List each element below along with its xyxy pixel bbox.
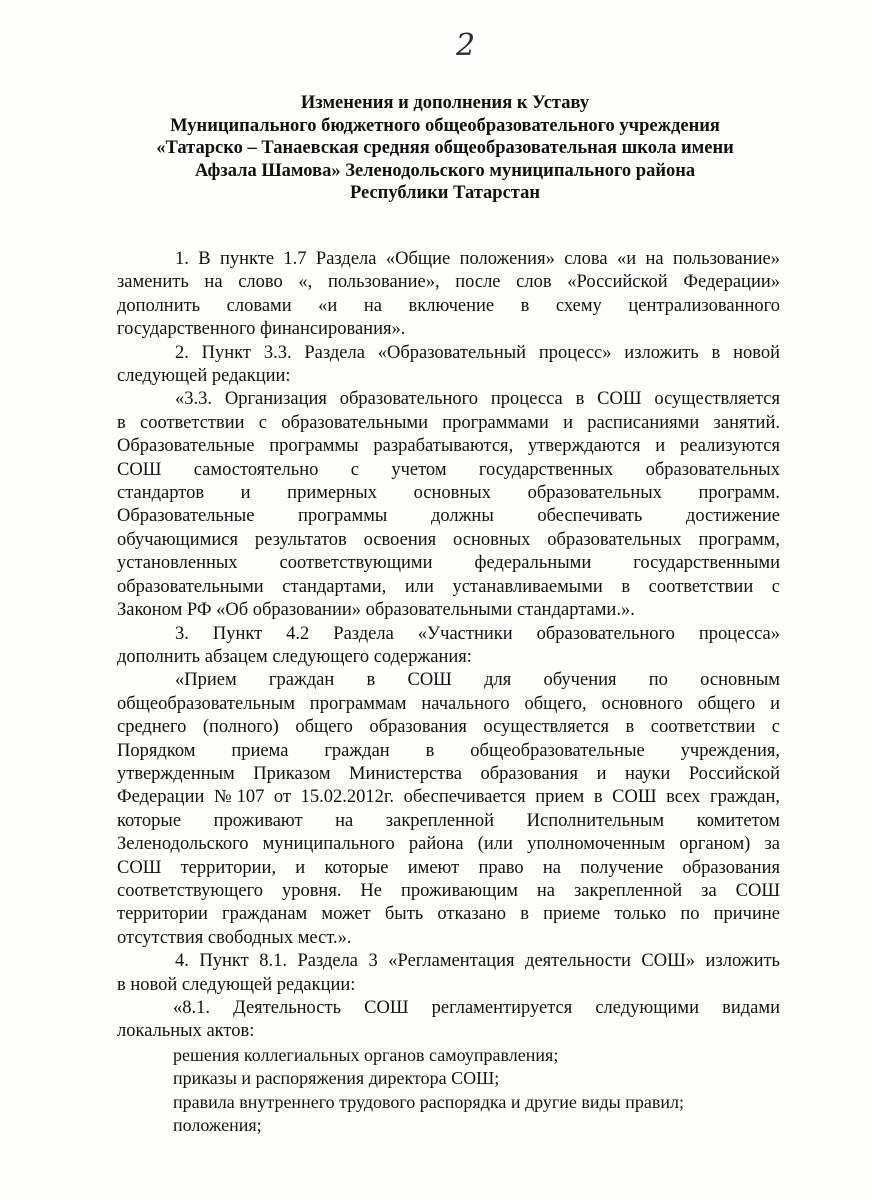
text-line: СОШ территории, и которые имеют право на получение образования xyxy=(117,857,780,878)
text-line: заменить на слово «, пользование», после слов «Российской Федерации» xyxy=(117,272,780,293)
text-line: общеобразовательным программам начального общего, основного общего и xyxy=(117,693,780,714)
paragraph-item-3 xyxy=(117,623,780,670)
title-line: Афзала Шамова» Зеленодольского муниципального района xyxy=(194,160,696,181)
text-line: территории гражданам может быть отказано в приеме только по причине xyxy=(117,904,780,925)
text-line: которые проживают на закрепленной Исполнительным комитетом xyxy=(117,810,780,831)
text-line: Образовательные программы разрабатываются, утверждаются и реализуются xyxy=(117,436,780,457)
text-line: 4. Пункт 8.1. Раздела 3 «Регламентация деятельности СОШ» изложить xyxy=(175,951,780,972)
title-line: Республики Татарстан xyxy=(349,183,541,203)
title-line: Муниципального бюджетного общеобразовательного учреждения xyxy=(170,115,720,136)
text-line: обучающимися результатов освоения основных образовательных программ, xyxy=(117,529,780,550)
document-body xyxy=(117,248,780,1137)
text-line: образовательными стандартами, или устанавливаемыми в соответствии с xyxy=(117,576,780,597)
title-line: Изменения и дополнения к Уставу xyxy=(300,93,590,113)
text-line: стандартов и примерных основных образовательных программ. xyxy=(117,483,780,504)
text-line: дополнить словами «и на включение в схему централизованного xyxy=(117,295,780,316)
text-line: государственного финансирования». xyxy=(117,319,406,340)
quoted-clause-8-1 xyxy=(117,997,780,1044)
document-title xyxy=(100,92,790,205)
text-line: в новой следующей редакции: xyxy=(117,974,356,995)
text-line: Порядком приема граждан в общеобразовательные учреждения, xyxy=(117,740,780,761)
list-item: положения; xyxy=(173,1115,262,1136)
title-line: «Татарско – Танаевская средняя общеобразовательная школа имени xyxy=(156,138,734,158)
text-line: «8.1. Деятельность СОШ регламентируется следующими видами xyxy=(173,998,780,1018)
text-line: дополнить абзацем следующего содержания: xyxy=(117,646,472,667)
text-line: утвержденным Приказом Министерства образования и науки Российской xyxy=(117,763,780,784)
text-line: Зеленодольского муниципального района (или уполномоченным органом) за xyxy=(117,834,780,855)
text-line: Законом РФ «Об образовании» образовательными стандартами.». xyxy=(117,600,635,621)
page-number: 2 xyxy=(456,28,476,63)
text-line: 2. Пункт 3.3. Раздела «Образовательный процесс» изложить в новой xyxy=(175,342,780,363)
text-line: следующей редакции: xyxy=(117,366,291,387)
list-item: правила внутреннего трудового распорядка и другие виды правил; xyxy=(173,1091,684,1112)
list-item: решения коллегиальных органов самоуправления; xyxy=(173,1044,559,1065)
text-line: среднего (полного) общего образования осуществляется в соответствии с xyxy=(117,717,780,738)
quoted-clause-admission xyxy=(117,669,780,950)
text-line: «3.3. Организация образовательного процесса в СОШ осуществляется xyxy=(175,389,780,410)
local-acts-list xyxy=(117,1044,780,1138)
quoted-clause-3-3 xyxy=(117,388,780,622)
text-line: установленных соответствующими федеральными государственными xyxy=(117,553,780,574)
paragraph-item-1 xyxy=(117,248,780,342)
text-line: 3. Пункт 4.2 Раздела «Участники образовательного процесса» xyxy=(175,623,780,644)
text-line: Образовательные программы должны обеспечивать достижение xyxy=(117,506,780,527)
text-line: локальных актов: xyxy=(117,1021,255,1042)
list-item: приказы и распоряжения директора СОШ; xyxy=(173,1068,500,1089)
text-line: Федерации №107 от 15.02.2012г. обеспечивается прием в СОШ всех граждан, xyxy=(117,787,780,808)
text-line: «Прием граждан в СОШ для обучения по основным xyxy=(175,670,780,691)
text-line: СОШ самостоятельно с учетом государственных образовательных xyxy=(117,459,780,480)
text-line: 1. В пункте 1.7 Раздела «Общие положения» слова «и на пользование» xyxy=(175,249,780,269)
paragraph-item-4 xyxy=(117,950,780,997)
paragraph-item-2 xyxy=(117,342,780,389)
text-line: отсутствия свободных мест.». xyxy=(117,927,352,948)
text-line: соответствующего уровня. Не проживающим на закрепленной за СОШ xyxy=(117,880,780,901)
text-line: в соответствии с образовательными программами и расписаниями занятий. xyxy=(117,412,780,433)
